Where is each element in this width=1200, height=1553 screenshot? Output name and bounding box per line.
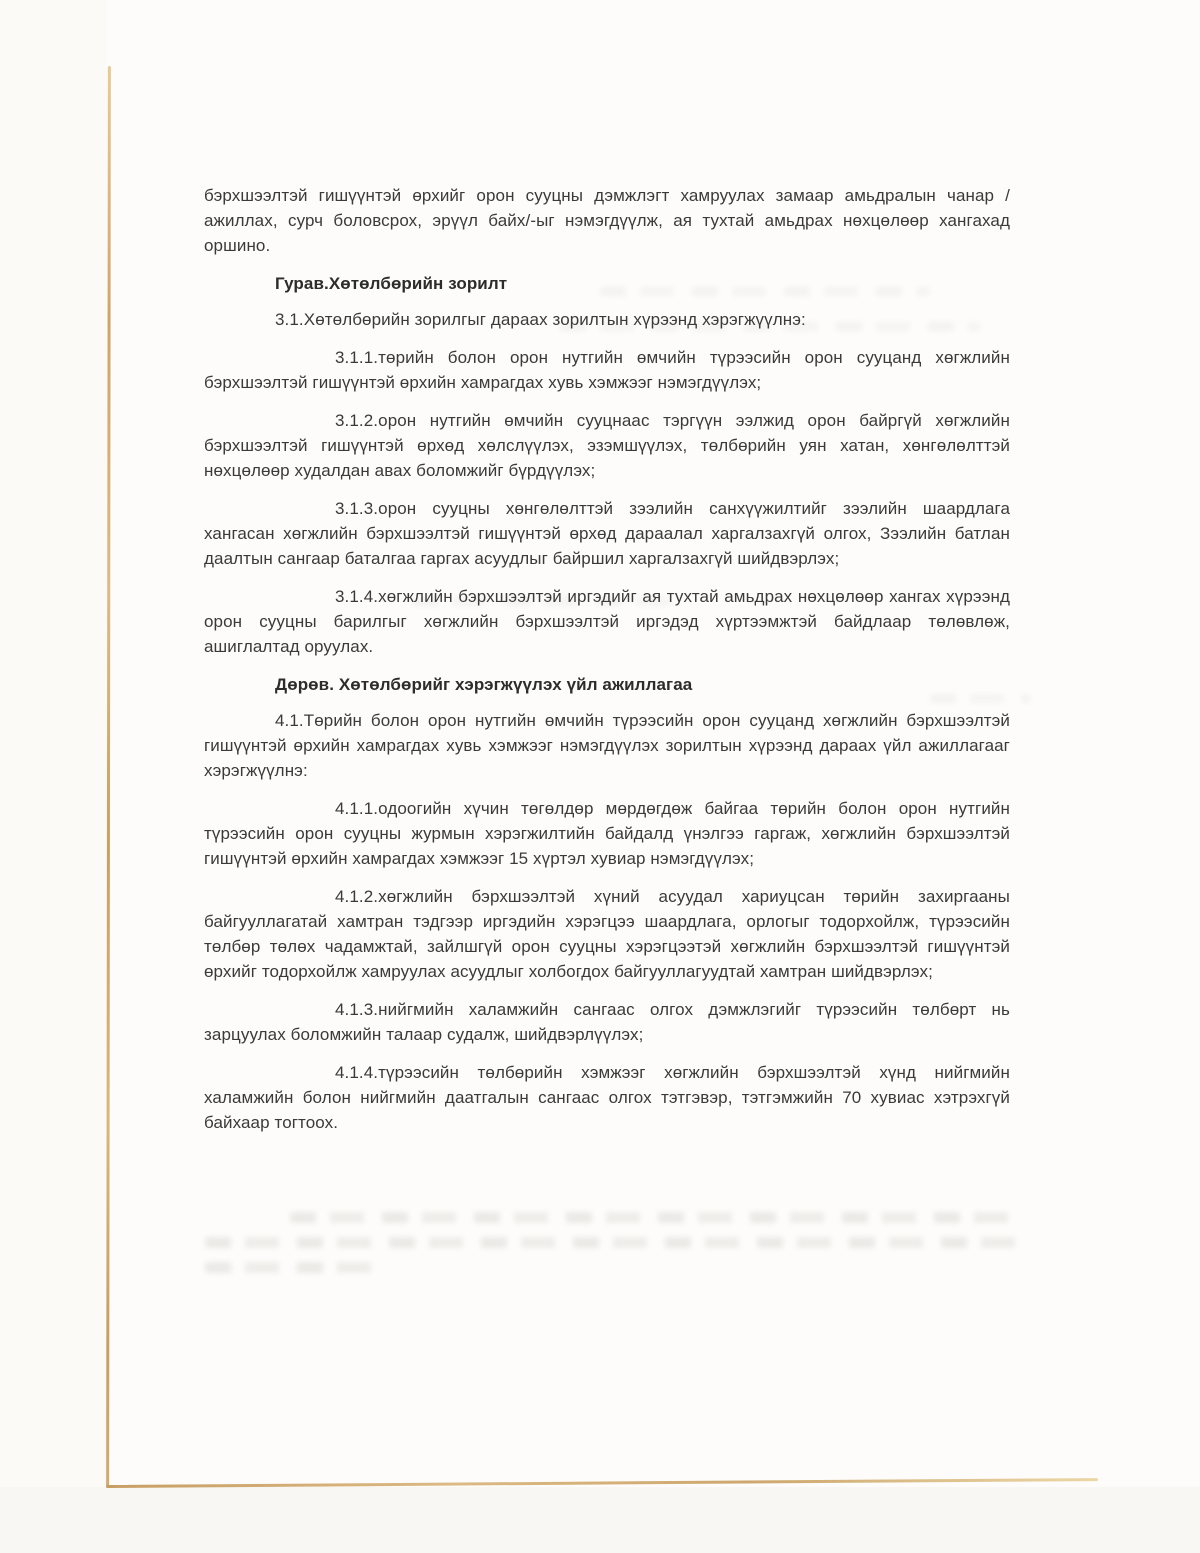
paragraph-intro-continuation: бэрхшээлтэй гишүүнтэй өрхийг орон сууцны дэмжлэгт хамруулах замаар амьдралын чанар /ажиллах, сурч боловсрох, эрүүл байх/-ыг нэмэгдүүлж, ая тухтай амьдрах нөхцөлөөр хангахад оршино. <box>204 186 1010 255</box>
heading-section-four: Дөрөв. Хөтөлбөрийг хэрэгжүүлэх үйл ажиллагаа <box>275 675 693 694</box>
clause-4-1: 4.1.Төрийн болон орон нутгийн өмчийн түрээсийн орон сууцанд хөгжлийн бэрхшээлтэй гишүүнтэй өрхийн хамрагдах хувь хэмжээг нэмэгдүүлэх зорилтын хүрээнд дараах үйл ажиллагааг хэрэгжүүлнэ: <box>204 711 1010 780</box>
clause-3-1-4: 3.1.4.хөгжлийн бэрхшээлтэй иргэдийг ая тухтай амьдрах нөхцөлөөр хангах хүрээнд орон сууцны барилгыг хөгжлийн бэрхшээлтэй иргэдэд хүртээмжтэй байдлаар төлөвлөж, ашиглалтад оруулах. <box>204 587 1010 656</box>
clause-4-1-3: 4.1.3.нийгмийн халамжийн сангаас олгох дэмжлэгийг түрээсийн төлбөрт нь зарцуулах боломжийн талаар судалж, шийдвэрлүүлэх; <box>204 1000 1010 1044</box>
clause-3-1-1: 3.1.1.төрийн болон орон нутгийн өмчийн түрээсийн орон сууцанд хөгжлийн бэрхшээлтэй гишүүнтэй өрхийн хамрагдах хувь хэмжээг нэмэгдүүлэх; <box>204 348 1010 392</box>
scanner-margin-bottom <box>0 1487 1200 1553</box>
heading-section-three: Гурав.Хөтөлбөрийн зорилт <box>275 274 508 293</box>
bleed-through-paragraph-line <box>290 1212 1025 1223</box>
bleed-through-paragraph-line <box>205 1237 1027 1248</box>
clause-4-1-2: 4.1.2.хөгжлийн бэрхшээлтэй хүний асуудал хариуцсан төрийн захиргааны байгууллагатай хамтран тэдгээр иргэдийн хэрэгцээ шаардлага, орлогыг тодорхойлж, түрээсийн төлбөр төлөх чадамжтай, зайлшгүй орон сууцны хэрэгцээтэй хөгжлийн бэрхшээлтэй гишүүнтэй өрхийг тодорхойлж хамруулах асуудлыг холбогдох байгууллагуудтай хамтран шийдвэрлэх; <box>204 887 1010 981</box>
document-text-block <box>204 183 1010 1148</box>
paper-edge-left <box>106 66 111 1487</box>
clause-3-1-3: 3.1.3.орон сууцны хөнгөлөлттэй зээлийн санхүүжилтийг зээлийн шаардлага хангасан хөгжлийн бэрхшээлтэй гишүүнтэй өрхөд дараалал харгалзахгүй олгох, Зээлийн батлан даалтын сангаар баталгаа гаргах асуудлыг байршил харгалзахгүй шийдвэрлэх; <box>204 499 1010 568</box>
clause-4-1-1: 4.1.1.одоогийн хүчин төгөлдөр мөрдөгдөж байгаа төрийн болон орон нутгийн түрээсийн орон сууцны журмын хэрэгжилтийн байдалд үнэлгээ гаргаж, хөгжлийн бэрхшээлтэй гишүүнтэй өрхийн хамрагдах хэмжээг 15 хүртэл хувиар нэмэгдүүлэх; <box>204 799 1010 868</box>
clause-3-1-2: 3.1.2.орон нутгийн өмчийн сууцнаас тэргүүн ээлжид орон байргүй хөгжлийн бэрхшээлтэй гишүүнтэй өрхөд хөлслүүлэх, эзэмшүүлэх, төлбөрийн уян хатан, хөнгөлөлттэй нөхцөлөөр худалдан авах боломжийг бүрдүүлэх; <box>204 411 1010 480</box>
scanner-margin-left <box>0 0 107 1553</box>
clause-3-1: 3.1.Хөтөлбөрийн зорилгыг дараах зорилтын хүрээнд хэрэгжүүлнэ: <box>275 310 806 329</box>
clause-4-1-4: 4.1.4.түрээсийн төлбөрийн хэмжээг хөгжлийн бэрхшээлтэй хүнд нийгмийн халамжийн болон нийгмийн даатгалын сангаас олгох тэтгэвэр, тэтгэмжийн 70 хувиас хэтрэхгүй байхаар тогтоох. <box>204 1063 1010 1132</box>
bleed-through-paragraph-line <box>205 1262 373 1273</box>
